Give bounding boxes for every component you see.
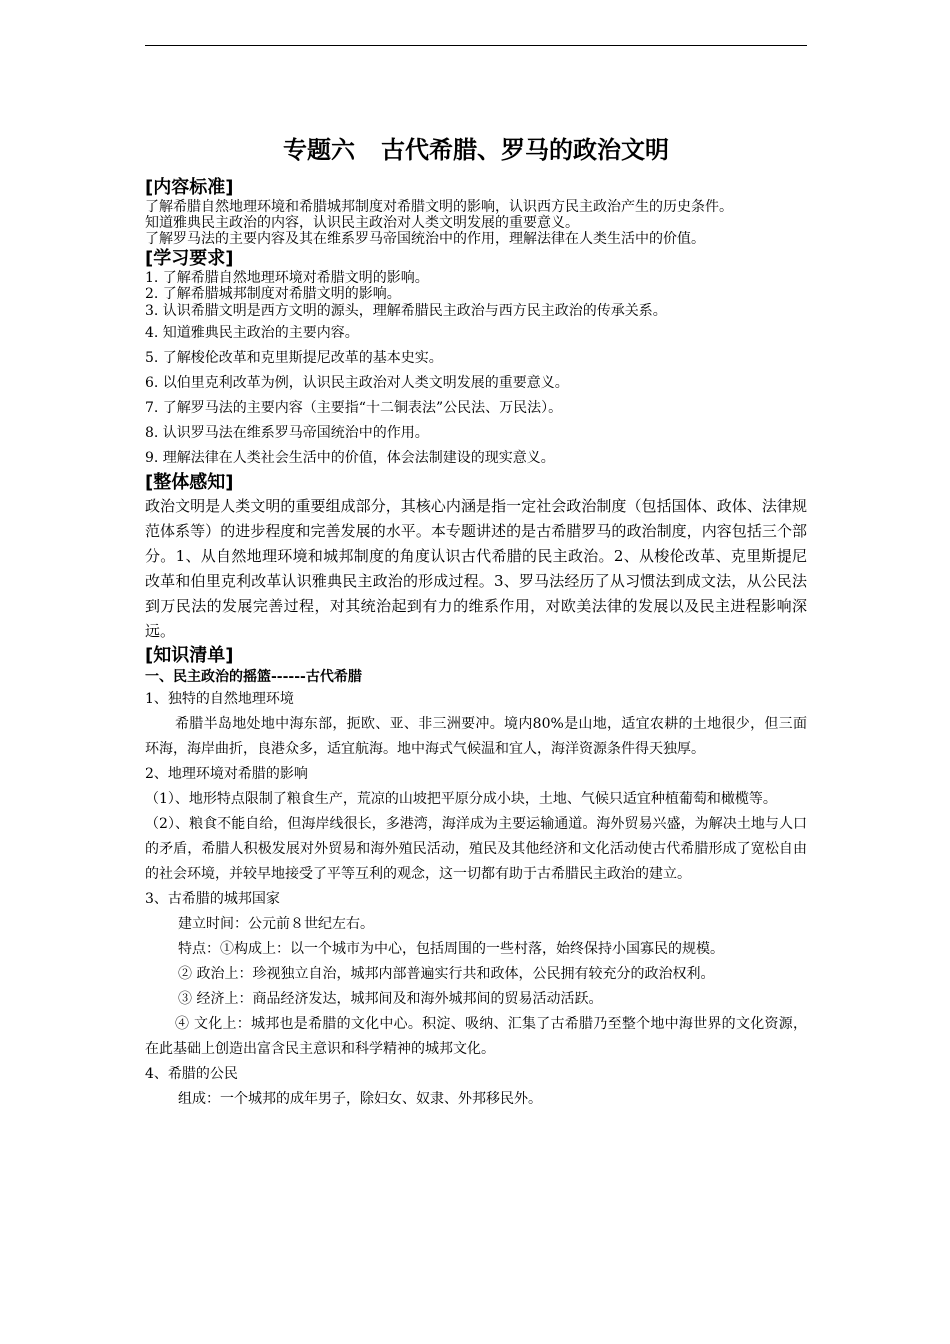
city-state-feature: ② 政治上：珍视独立自治，城邦内部普遍实行共和政体，公民拥有较充分的政治权利。 [178, 966, 715, 982]
city-state-founding: 建立时间：公元前８世纪左右。 [178, 916, 374, 932]
section-heading-knowledge: [知识清单] [145, 645, 234, 666]
header-rule [145, 45, 807, 46]
content-standard-line: 了解希腊自然地理环境和希腊城邦制度对希腊文明的影响，认识西方民主政治产生的历史条件。 [145, 199, 733, 215]
requirement-item: 4. 知道雅典民主政治的主要内容。 [145, 325, 359, 341]
city-state-feature: 特点：①构成上：以一个城市为中心，包括周围的一些村落，始终保持小国寡民的规模。 [178, 941, 724, 957]
knowledge-part-title: 一、民主政治的摇篮------古代希腊 [145, 669, 362, 685]
content-standard-line: 了解罗马法的主要内容及其在维系罗马帝国统治中的作用，理解法律在人类生活中的价值。 [145, 231, 705, 247]
section-heading-overview: [整体感知] [145, 472, 234, 493]
content-standard-line: 知道雅典民主政治的内容，认识民主政治对人类文明发展的重要意义。 [145, 215, 579, 231]
influence-paragraph: （2）、粮食不能自给，但海岸线很长，多港湾，海洋成为主要运输通道。海外贸易兴盛，为解决土地与人口的矛盾，希腊人积极发展对外贸易和海外殖民活动，殖民及其他经济和文化活动使古代希腊形成了宽松自由的社会环境，并较早地接受了平等互利的观念，这一切都有助于古希腊民主政治的建立。 [145, 816, 807, 882]
citizen-composition: 组成：一个城邦的成年男子，除妇女、奴隶、外邦移民外。 [178, 1091, 542, 1107]
requirements-list [145, 270, 807, 471]
requirement-item: 1. 了解希腊自然地理环境对希腊文明的影响。 [145, 270, 429, 286]
page-title [145, 128, 807, 172]
requirement-item: 3. 认识希腊文明是西方文明的源头，理解希腊民主政治与西方民主政治的传承关系。 [145, 303, 667, 319]
subsection-title: 2、地理环境对希腊的影响 [145, 766, 308, 782]
influence-paragraph: （1）、地形特点限制了粮食生产，荒凉的山坡把平原分成小块，土地、气候只适宜种植葡萄和橄榄等。 [145, 791, 777, 807]
city-state-feature: ③ 经济上：商品经济发达，城邦间及和海外城邦间的贸易活动活跃。 [178, 991, 603, 1007]
subsection-title: 4、希腊的公民 [145, 1066, 238, 1082]
title-part-2: 古代希腊、罗马的政治文明 [381, 136, 669, 164]
geography-paragraph: 希腊半岛地处地中海东部，扼欧、亚、非三洲要冲。境内80%是山地，适宜农耕的土地很少，但三面环海，海岸曲折，良港众多，适宜航海。地中海式气候温和宜人，海洋资源条件得天独厚。 [145, 716, 807, 757]
title-part-1: 专题六 [283, 136, 355, 164]
section-heading-requirements: [学习要求] [145, 248, 234, 269]
city-state-feature: ④ 文化上：城邦也是希腊的文化中心。积淀、吸纳、汇集了古希腊乃至整个地中海世界的文化资源，在此基础上创造出富含民主意识和科学精神的城邦文化。 [145, 1016, 807, 1057]
requirement-item: 7. 了解罗马法的主要内容（主要指“十二铜表法”公民法、万民法）。 [145, 400, 563, 416]
section-heading-content-standard: [内容标准] [145, 177, 234, 198]
subsection-title: 3、古希腊的城邦国家 [145, 891, 280, 907]
requirement-item: 6. 以伯里克利改革为例，认识民主政治对人类文明发展的重要意义。 [145, 375, 569, 391]
document-page [145, 128, 807, 1112]
requirement-item: 5. 了解梭伦改革和克里斯提尼改革的基本史实。 [145, 350, 443, 366]
requirement-item: 9. 理解法律在人类社会生活中的价值，体会法制建设的现实意义。 [145, 450, 555, 466]
requirement-item: 8. 认识罗马法在维系罗马帝国统治中的作用。 [145, 425, 429, 441]
subsection-title: 1、独特的自然地理环境 [145, 691, 294, 707]
requirement-item: 2. 了解希腊城邦制度对希腊文明的影响。 [145, 286, 401, 302]
overview-paragraph: 政治文明是人类文明的重要组成部分，其核心内涵是指一定社会政治制度（包括国体、政体、法律规范体系等）的进步程度和完善发展的水平。本专题讲述的是古希腊罗马的政治制度，内容包括三个部分。1、从自然地理环境和城邦制度的角度认识古代希腊的民主政治。2、从梭伦改革、克里斯提尼改革和伯里克利改革认识雅典民主政治的形成过程。3、罗马法经历了从习惯法到成文法，从公民法到万民法的发展完善过程，对其统治起到有力的维系作用，对欧美法律的发展以及民主进程影响深远。 [145, 497, 807, 640]
